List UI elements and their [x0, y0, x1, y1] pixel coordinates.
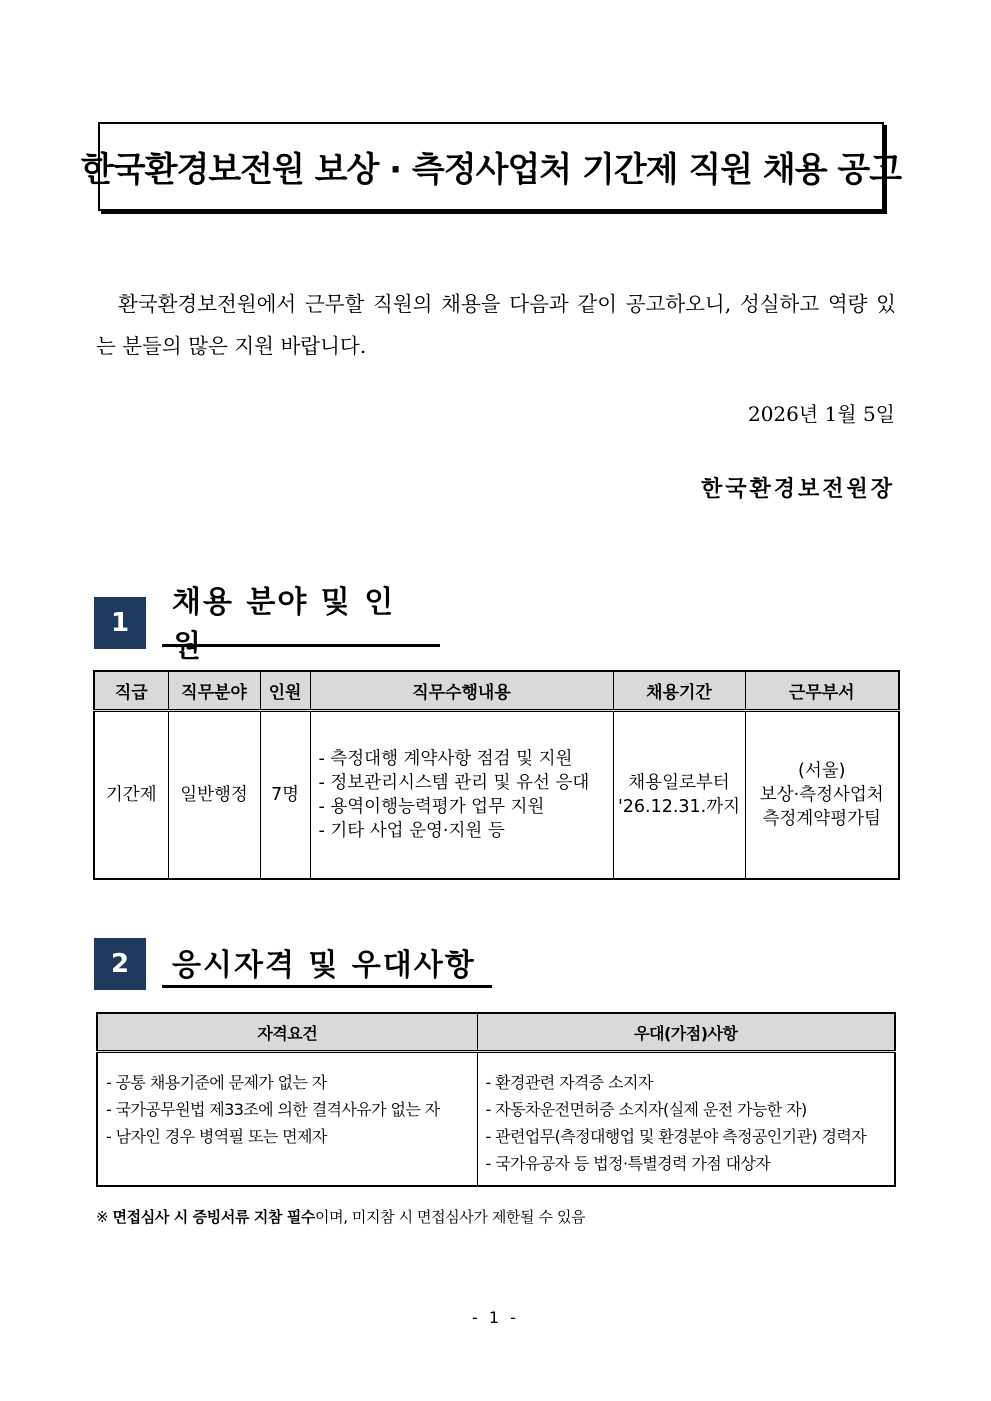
table-row: [94, 711, 899, 880]
notice-date: 2026년 1월 5일: [747, 402, 895, 426]
cell-requirements: [97, 1052, 477, 1187]
header-period: 채용기간: [613, 671, 745, 711]
intro-text: 환국환경보전원에서 근무할 직원의 채용을 다음과 같이 공고하오니, 성실하고 역량 있는 분들의 많은 지원 바랍니다.: [96, 292, 896, 358]
duty-item: - 용역이행능력평가 업무 지원: [318, 797, 545, 817]
period-line: 채용일로부터: [628, 773, 730, 793]
department-line: 보상·측정사업처: [759, 785, 884, 805]
cell-grade: 기간제: [94, 711, 168, 880]
preference-item: - 국가유공자 등 법정·특별경력 가점 대상자: [485, 1154, 771, 1173]
department-line: 측정계약평가팀: [762, 809, 881, 829]
period-line: '26.12.31.까지: [617, 797, 741, 817]
header-department: 근무부서: [745, 671, 899, 711]
duty-item: - 기타 사업 운영·지원 등: [318, 821, 505, 841]
duty-item: - 측정대행 계약사항 점검 및 지원: [318, 749, 573, 769]
cell-field: 일반행정: [168, 711, 260, 880]
table-row: [97, 1052, 895, 1187]
page-title: 한국환경보전원 보상 · 측정사업처 기간제 직원 채용 공고: [80, 150, 902, 190]
section-1-title: 채용 분야 및 인원: [162, 597, 440, 647]
intro-paragraph: [96, 283, 896, 367]
requirement-item: - 국가공무원법 제33조에 의한 결격사유가 없는 자: [106, 1100, 440, 1119]
issuer-name: 한국환경보전원장: [700, 476, 895, 502]
footnote: [96, 1206, 585, 1227]
cell-department: [745, 711, 899, 880]
note-rest: 이며, 미지참 시 면접심사가 제한될 수 있음: [315, 1208, 586, 1226]
header-grade: 직급: [94, 671, 168, 711]
page-number: - 1 -: [472, 1308, 519, 1327]
header-count: 인원: [260, 671, 310, 711]
cell-period: [613, 711, 745, 880]
title-box: [80, 122, 902, 211]
cell-preferences: [477, 1052, 895, 1187]
note-bold: 면접심사 시 증빙서류 지참 필수: [112, 1208, 316, 1226]
cell-duties: [310, 711, 613, 880]
header-field: 직무분야: [168, 671, 260, 711]
recruitment-table: [93, 670, 900, 880]
header-requirements: 자격요건: [97, 1013, 477, 1052]
header-preferences: 우대(가점)사항: [477, 1013, 895, 1052]
requirement-item: - 남자인 경우 병역필 또는 면제자: [106, 1127, 327, 1146]
preference-item: - 자동차운전면허증 소지자(실제 운전 가능한 자): [485, 1100, 807, 1119]
cell-count: 7명: [260, 711, 310, 880]
department-line: (서울): [798, 761, 846, 781]
duty-item: - 정보관리시스템 관리 및 유선 응대: [318, 773, 590, 793]
table-header-row: [97, 1013, 895, 1052]
requirement-item: - 공통 채용기준에 문제가 없는 자: [106, 1073, 327, 1092]
table-header-row: [94, 671, 899, 711]
preference-item: - 환경관련 자격증 소지자: [485, 1073, 653, 1092]
section-1-number: 1: [94, 597, 146, 649]
section-2-number: 2: [94, 938, 146, 990]
note-prefix: ※: [96, 1208, 113, 1226]
section-2-title: 응시자격 및 우대사항: [162, 938, 492, 988]
qualification-table: [96, 1012, 896, 1187]
preference-item: - 관련업무(측정대행업 및 환경분야 측정공인기관) 경력자: [485, 1127, 867, 1146]
header-duties: 직무수행내용: [310, 671, 613, 711]
